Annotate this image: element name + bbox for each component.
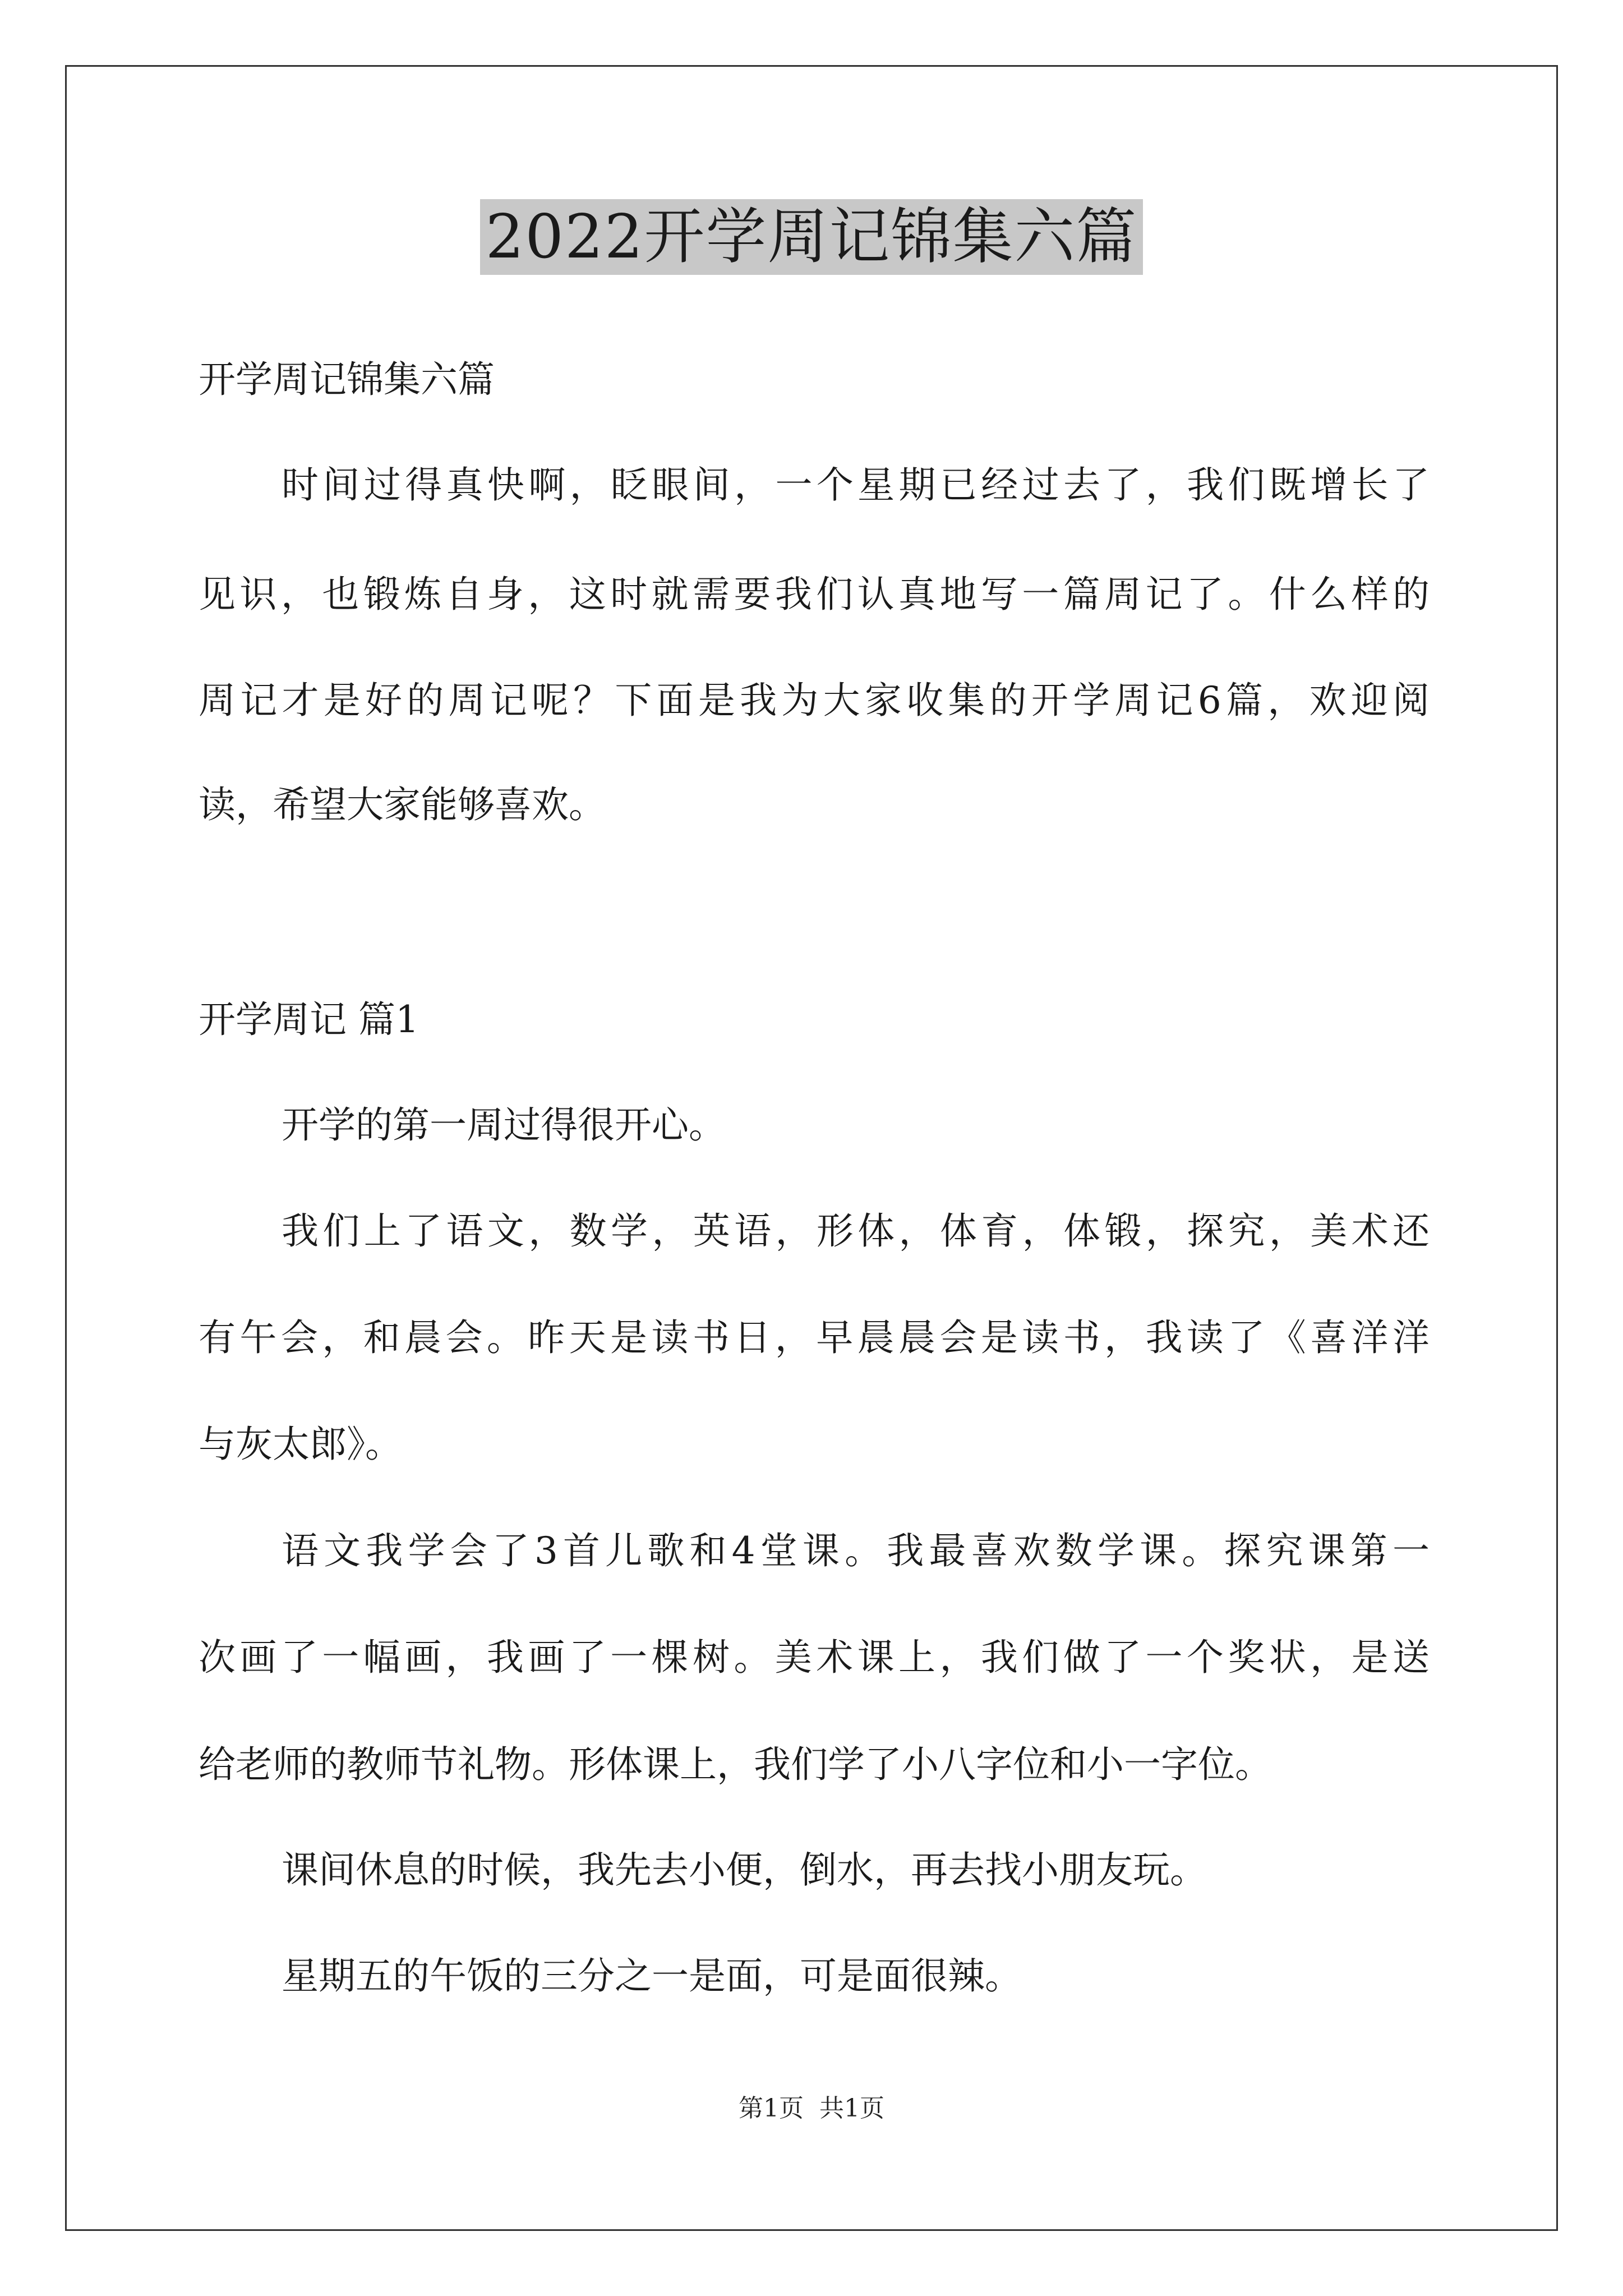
section-paragraph: 开学的第一周过得很开心。 — [282, 1103, 726, 1147]
page-total: 共1页 — [819, 2094, 884, 2123]
section-paragraph-line: 次画了一幅画，我画了一棵树。美术课上，我们做了一个奖状，是送 — [199, 1636, 1430, 1679]
intro-line-1: 时间过得真快啊，眨眼间，一个星期已经过去了，我们既增长了 — [282, 463, 1430, 507]
section-paragraph-line: 有午会，和晨会。昨天是读书日，早晨晨会是读书，我读了《喜洋洋 — [199, 1316, 1430, 1359]
title-container — [0, 199, 1623, 275]
section-paragraph-line: 与灰太郎》。 — [199, 1423, 402, 1466]
subtitle: 开学周记锦集六篇 — [199, 358, 495, 401]
intro-line-2: 见识，也锻炼自身，这时就需要我们认真地写一篇周记了。什么样的 — [199, 573, 1430, 616]
page-number: 第1页 — [739, 2094, 804, 2123]
section-paragraph-line: 我们上了语文，数学，英语，形体，体育，体锻，探究，美术还 — [282, 1209, 1430, 1253]
section-paragraph-line: 给老师的教师节礼物。形体课上，我们学了小八字位和小一字位。 — [199, 1743, 1272, 1786]
section-heading: 开学周记 篇1 — [199, 998, 419, 1041]
section-paragraph: 课间休息的时候，我先去小便，倒水，再去找小朋友玩。 — [282, 1848, 1207, 1892]
intro-line-3: 周记才是好的周记呢？下面是我为大家收集的开学周记6篇，欢迎阅 — [199, 679, 1430, 722]
section-paragraph: 星期五的午饭的三分之一是面，可是面很辣。 — [282, 1954, 1022, 1998]
intro-line-4: 读，希望大家能够喜欢。 — [199, 783, 606, 826]
document-title: 2022开学周记锦集六篇 — [480, 199, 1144, 275]
section-paragraph-line: 语文我学会了3首儿歌和4堂课。我最喜欢数学课。探究课第一 — [282, 1529, 1430, 1572]
page-footer — [0, 2088, 1623, 2124]
